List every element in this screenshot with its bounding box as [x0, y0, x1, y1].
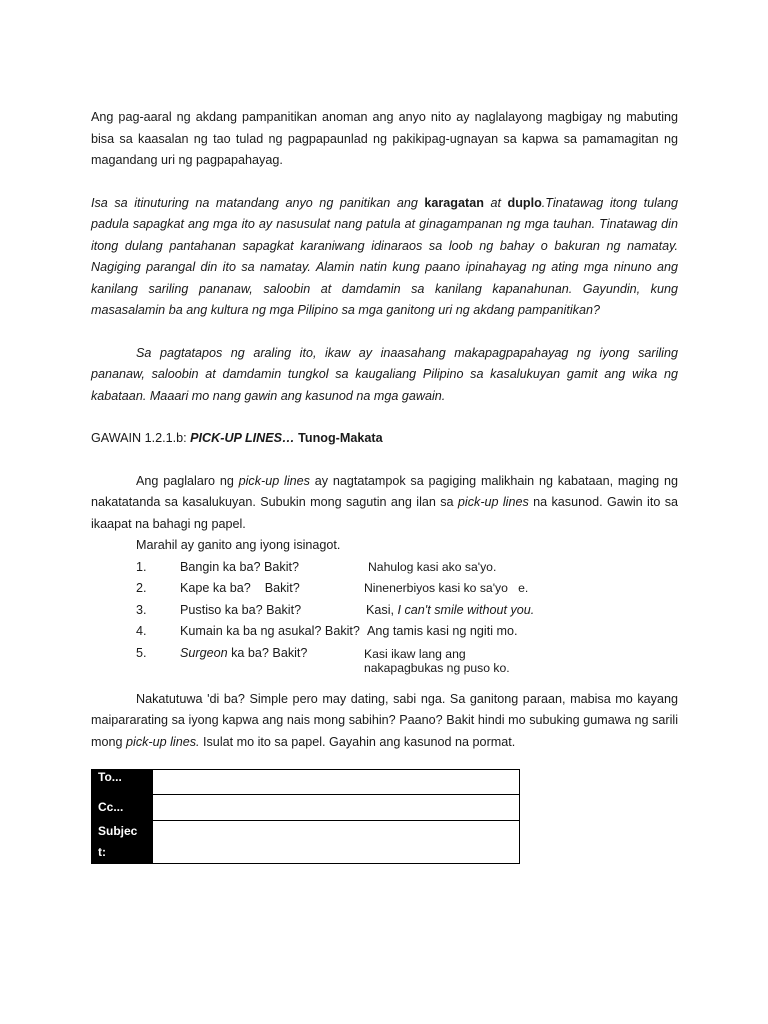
text-italic: pick-up lines — [457, 495, 529, 509]
item-question: Kape ka ba? Bakit? — [180, 581, 300, 595]
item-question: Kumain ka ba ng asukal? Bakit? — [180, 624, 360, 638]
term-karagatan: karagatan — [424, 195, 484, 210]
table-row — [92, 821, 520, 864]
text-italic: pick-up lines — [238, 473, 310, 488]
karagatan-duplo-paragraph — [91, 193, 678, 322]
label-text: To... — [98, 770, 122, 784]
heading-prefix: GAWAIN 1.2.1.b: — [91, 431, 191, 445]
label-text: Subjec — [98, 824, 138, 838]
document-body — [91, 107, 678, 753]
text-span: .Tinatawag itong tulang padula sapagkat ang mga ito ay nasusulat nang patula at ginagampanan ng mga tauhan. Tinatawag din itong dulang pantahanan sapagkat karaniwang idinaraos sa loob ng bahay o bakuran ng namatay. Nagiging parangal din ito sa namatay. Alamin natin kung paano ipinahayag ng ating mga ninuno ang kanilang sariling pananaw, saloobin at damdamin sa kanilang kapanahunan. Gayundin, kung masasalamin ba ang kultura ng mga Pilipino sa mga ganitong uri ng akdang pampanitikan? — [91, 195, 678, 317]
answer-intro-line: Marahil ay ganito ang iyong isinagot. — [136, 538, 341, 552]
item-question: Pustiso ka ba? Bakit? — [180, 602, 302, 617]
list-item — [91, 557, 678, 579]
email-format-table — [91, 769, 520, 864]
cc-field[interactable] — [153, 795, 520, 821]
pickup-intro-paragraph — [91, 471, 678, 536]
list-item — [91, 621, 678, 643]
text-italic: Surgeon — [180, 645, 228, 660]
heading-title-italic: PICK-UP LINES… — [190, 431, 299, 445]
list-item — [91, 643, 678, 677]
item-number: 4. — [136, 624, 147, 638]
text-span: Kasi, — [366, 602, 398, 617]
pickup-lines-list — [91, 557, 678, 677]
activity-heading — [91, 428, 678, 450]
answer-line-2: nakapagbukas ng puso ko. — [364, 660, 510, 675]
heading-title-rest: Tunog-Makata — [298, 431, 383, 445]
table-row — [92, 770, 520, 795]
objective-paragraph: Sa pagtatapos ng araling ito, ikaw ay inaasahang makapagpapahayag ng iyong sariling pananaw, saloobin at damdamin tungkol sa kaugaliang Pilipino sa kasalukuyan gamit ang wika ng kabataan. Maaari mo nang gawin ang kasunod na mga gawain. — [91, 345, 678, 403]
item-answer: Nahulog kasi ako sa'yo. — [368, 559, 497, 574]
text-span: ka ba? Bakit? — [227, 645, 308, 660]
text-span: na kasunod. Gawin ito sa ikaapat na bahagi ng papel. — [91, 495, 678, 531]
label-text: Cc... — [98, 800, 124, 814]
item-answer — [364, 643, 510, 675]
text-span: Ang paglalaro ng — [136, 473, 239, 488]
item-question: Bangin ka ba? Bakit? — [180, 559, 300, 574]
item-number: 2. — [136, 581, 147, 595]
item-number: 3. — [136, 602, 147, 617]
intro-paragraph: Ang pag-aaral ng akdang pampanitikan anoman ang anyo nito ay naglalayong magbigay ng mabuting bisa sa kaasalan ng tao tulad ng pagpapaunlad ng pakikipag-ugnayan sa kapwa sa pamamagitan ng magandang uri ng pagpapahayag. — [91, 110, 678, 167]
item-number: 1. — [136, 559, 147, 574]
answer-line-1: Kasi ikaw lang ang — [364, 646, 466, 661]
subject-field[interactable] — [153, 821, 520, 864]
list-item — [91, 578, 678, 600]
cc-label — [92, 795, 153, 821]
to-field[interactable] — [153, 770, 520, 795]
item-question — [180, 643, 307, 665]
text-italic: I can't smile without you. — [397, 602, 535, 617]
item-answer — [366, 600, 534, 622]
item-answer: Ang tamis kasi ng ngiti mo. — [367, 624, 518, 638]
item-answer: Ninenerbiyos kasi ko sa'yo e. — [364, 581, 529, 595]
text-span: Isa sa itinuturing na matandang anyo ng panitikan ang — [91, 195, 425, 210]
text-span: Isulat mo ito sa papel. Gayahin ang kasunod na pormat. — [199, 734, 516, 749]
label-text: t: — [98, 845, 106, 859]
subject-label — [92, 821, 153, 864]
text-span: ay nagtatampok sa pagiging malikhain ng kabataan, maging ng nakatatanda sa kasalukuyan. Subukin mong sagutin ang ilan sa — [91, 473, 678, 509]
list-item — [91, 600, 678, 622]
closing-paragraph — [91, 689, 678, 754]
text-span: Nakatutuwa 'di ba? Simple pero may dating, sabi nga. Sa ganitong paraan, mabisa mo kayang maipararating sa iyong kapwa ang nais mong sabihin? Paano? Bakit hindi mo subuking gumawa ng sarili mong — [91, 691, 678, 749]
term-duplo: duplo — [507, 195, 542, 210]
text-span: at — [483, 195, 508, 210]
to-label — [92, 770, 153, 795]
item-number: 5. — [136, 645, 147, 660]
text-italic: pick-up lines. — [126, 734, 200, 749]
table-row — [92, 795, 520, 821]
